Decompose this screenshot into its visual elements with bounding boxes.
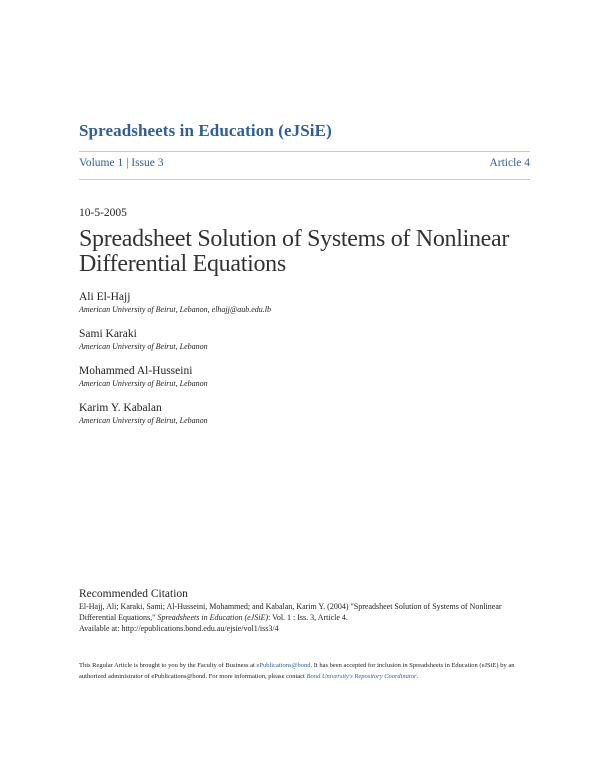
author-affiliation: American University of Beirut, Lebanon, elhajj@aub.edu.lb <box>79 305 271 314</box>
footer-text-2: . It has been accepted for inclusion in Spreadsheets in Education (eJSiE) by an authorized administrator of ePublications@bond. For more information, please contact <box>79 662 515 680</box>
author-block <box>79 364 208 389</box>
epublications-link[interactable]: ePublications@bond <box>256 662 311 669</box>
footer-text-1: This Regular Article is brought to you by the Faculty of Business at <box>79 662 257 669</box>
article-number-link[interactable]: Article 4 <box>489 157 530 169</box>
paper-title: Spreadsheet Solution of Systems of Nonlinear Differential Equations <box>79 226 510 277</box>
author-block <box>79 327 208 352</box>
author-name: Sami Karaki <box>79 328 137 340</box>
author-name: Karim Y. Kabalan <box>79 402 162 414</box>
citation-journal: Spreadsheets in Education (eJSiE) <box>157 613 268 622</box>
author-block <box>79 401 208 426</box>
footer-text-3: . <box>416 673 419 680</box>
footer-notice <box>79 660 529 682</box>
publication-date: 10-5-2005 <box>79 207 127 219</box>
citation-text <box>79 601 529 634</box>
citation-heading: Recommended Citation <box>79 588 188 600</box>
citation-authors-title: El-Hajj, Ali; Karaki, Sami; Al-Husseini, Mohammed; and Kabalan, Karim Y. (2004) "Spreadsheet Solution of Systems of Nonlinear Differential Equations," <box>79 602 502 622</box>
author-affiliation: American University of Beirut, Lebanon <box>79 379 208 388</box>
recommended-citation <box>79 588 529 634</box>
journal-title[interactable]: Spreadsheets in Education (eJSiE) <box>79 121 332 140</box>
author-affiliation: American University of Beirut, Lebanon <box>79 416 208 425</box>
author-name: Ali El-Hajj <box>79 291 131 303</box>
top-divider <box>79 151 530 152</box>
author-block <box>79 290 271 315</box>
author-name: Mohammed Al-Husseini <box>79 365 193 377</box>
volume-issue-link[interactable]: Volume 1 | Issue 3 <box>79 157 164 169</box>
repository-coordinator-link[interactable]: Bond University's Repository Coordinator <box>306 673 417 680</box>
citation-url[interactable]: Available at: http://epublications.bond.edu.au/ejsie/vol1/iss3/4 <box>79 624 279 633</box>
author-affiliation: American University of Beirut, Lebanon <box>79 342 208 351</box>
citation-volume: : Vol. 1 : Iss. 3, Article 4. <box>268 613 348 622</box>
bottom-divider <box>79 179 530 180</box>
